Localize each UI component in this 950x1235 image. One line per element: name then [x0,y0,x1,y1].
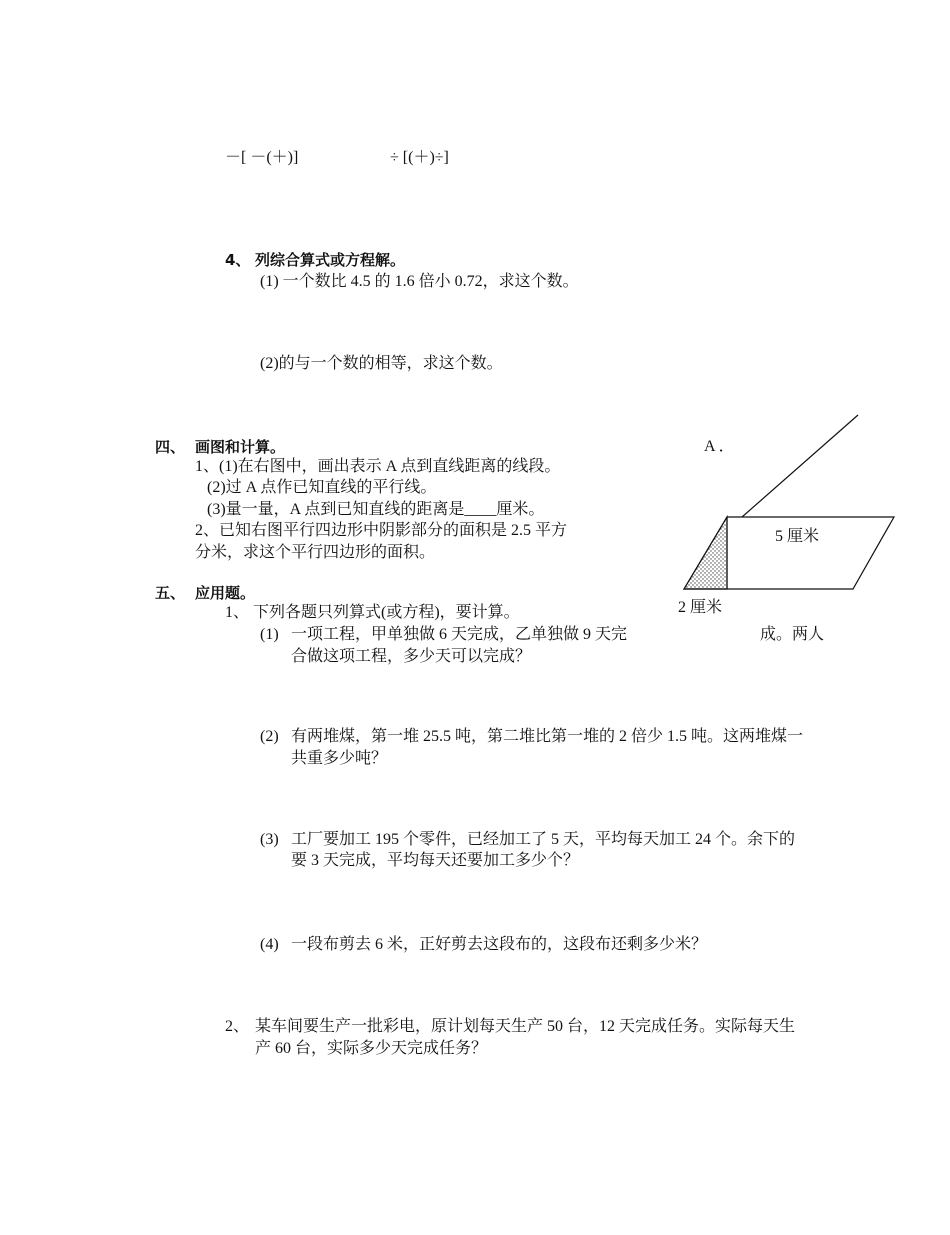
point-a-label: A ． [704,438,735,455]
q4-title: 列综合算式或方程解。 [255,251,406,269]
expression-2: ÷ [(＋)÷] [390,149,449,166]
item-3-line1: 工厂要加工 195 个零件，已经加工了 5 天，平均每天加工 24 个。余下的 [291,831,796,848]
item-2-line1: 有两堆煤，第一堆 25.5 吨，第二堆比第一堆的 2 倍少 1.5 吨。这两堆煤一 [291,728,804,745]
q4-sub2: (2)的与一个数的相等，求这个数。 [260,355,503,372]
section4-q2-line2: 分米，求这个平行四边形的面积。 [195,544,436,561]
item-1-line1: 一项工程，甲单独做 6 天完成，乙单独做 9 天完 [291,626,628,643]
section5-q1-intro: 1、 下列各题只列算式(或方程)，要计算。 [225,604,520,621]
section5-number: 五、 [155,584,186,602]
item-3-number: (3) [260,831,279,848]
item-1-line1-tail: 成。两人 [760,626,825,643]
item-3-line2: 要 3 天完成，平均每天还要加工多少个？ [291,852,580,869]
q4-number: 4、 [225,251,251,269]
item-2-line2: 共重多少吨？ [291,750,388,767]
section5-q2-line2: 产 60 台，实际多少天完成任务？ [255,1040,488,1057]
section4-q1-line1: 1、(1)在右图中，画出表示 A 点到直线距离的线段。 [195,458,561,475]
q4-sub1: (1) 一个数比 4.5 的 1.6 倍小 0.72，求这个数。 [260,273,579,290]
item-2-number: (2) [260,728,279,745]
item-4-line1: 一段布剪去 6 米，正好剪去这段布的，这段布还剩多少米？ [291,936,708,953]
section5-q2-line1: 某车间要生产一批彩电，原计划每天生产 50 台，12 天完成任务。实际每天生 [255,1018,796,1035]
shaded-triangle [684,517,727,589]
given-line [742,415,858,517]
section4-number: 四、 [155,438,186,456]
section4-q1-line3: (3)量一量，A 点到已知直线的距离是____厘米。 [207,501,545,518]
section4-q1-line2: (2)过 A 点作已知直线的平行线。 [207,479,437,496]
section4-q2-line1: 2、已知右图平行四边形中阴影部分的面积是 2.5 平方 [195,522,568,539]
length-label-5cm: 5 厘米 [775,528,820,545]
section5-q2-number: 2、 [225,1018,250,1035]
length-label-2cm: 2 厘米 [678,599,723,616]
expression-1: －[ －(＋)] [225,149,299,166]
parallelogram [684,517,894,589]
section4-title: 画图和计算。 [195,438,286,456]
section5-title: 应用题。 [195,584,256,602]
item-1-line2: 合做这项工程，多少天可以完成？ [291,648,532,665]
item-4-number: (4) [260,936,279,953]
item-1-number: (1) [260,626,279,643]
